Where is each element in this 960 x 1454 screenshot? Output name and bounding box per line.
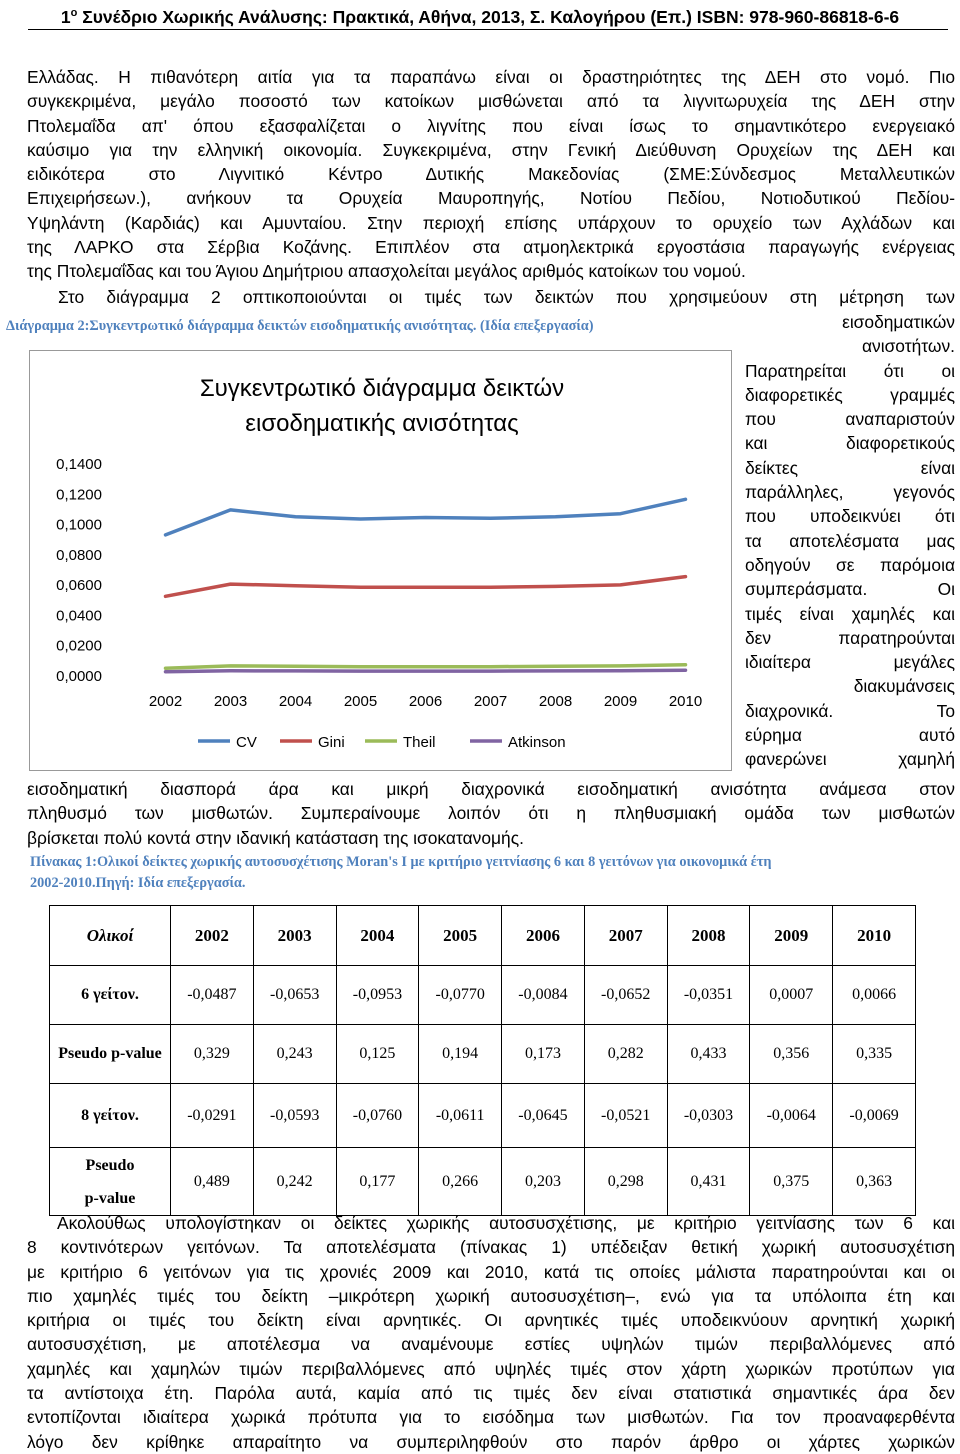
text-line: της Πτολεμαΐδας και του Άγιου Δημήτριου απασχολείται μεγάλος αριθμός κατοίκων του νομού. (27, 261, 746, 282)
year-header: 2002 (171, 906, 254, 966)
y-tick-label: 0,0400 (56, 607, 102, 625)
row-label: 8 γείτον. (50, 1084, 171, 1148)
table-cell: -0,0611 (419, 1084, 502, 1148)
text-line: εντοπίζονται ιδιαίτερα χωρικά πρότυπα για το εισόδημα των μισθωτών. Για τον προαναφερθέντα (27, 1407, 955, 1428)
table-cell: -0,0645 (502, 1084, 585, 1148)
x-tick-label: 2010 (668, 693, 703, 710)
paragraph-3 (27, 1211, 955, 1454)
table-corner-cell (50, 906, 171, 966)
text-line: πιο χαμηλές τιμές του δείκτη –μικρότερη χωρική αυτοσυσχέτιση–, ενώ για τα υπόλοιπα έτη και (27, 1285, 955, 1306)
table-cell: 0,329 (171, 1025, 254, 1084)
corner-label: Ολικοί (86, 925, 134, 945)
table-row (50, 966, 916, 1025)
table-cell: 0,335 (833, 1025, 916, 1084)
x-tick-label: 2005 (343, 693, 378, 710)
text-line: συγκεκριμένα, μεγάλο ποσοστό των κατοίκων μισθώνεται από τα λιγνιτωρυχεία της ΔΕΗ στην (27, 91, 955, 112)
x-tick-label: 2003 (213, 693, 248, 710)
table-row (50, 1025, 916, 1084)
table-cell: 0,243 (253, 1025, 336, 1084)
table-header-row (50, 906, 916, 966)
table-cell: -0,0069 (833, 1084, 916, 1148)
paragraph-2-intro (58, 285, 955, 309)
row-label-line: Pseudo (85, 1156, 135, 1174)
side-text-line: τα αποτελέσματα μας (745, 530, 955, 551)
text-line: λόγο δεν κρίθηκε απαραίτητο να συμπεριληφθούν στο παρόν άρθρο οι χάρτες χωρικών (27, 1431, 955, 1452)
side-text-line: διαχρονικά. Το (745, 700, 955, 721)
table-row (50, 1084, 916, 1148)
table-caption-line-1: Πίνακας 1:Ολικοί δείκτες χωρικής αυτοσυσχέτισης Moran's I με κριτήριο γειτνίασης 6 και 8 γειτόνων για οικονομικά έτη (30, 854, 772, 870)
text-line: βρίσκεται πολύ κοντά στην ιδανική κατάσταση της ισοκατανομής. (27, 827, 524, 848)
side-text-line: Παρατηρείται ότι οι (745, 360, 955, 381)
chart-title: εισοδηματικής ανισότητας (245, 410, 519, 437)
y-tick-label: 0,0600 (56, 577, 102, 595)
text-line: κριτήρια οι τιμές του δείκτη είναι αρνητικές. Οι αρνητικές τιμές υποδεικνύουν αρνητική χωρική (27, 1310, 955, 1331)
text-line: Πτολεμαΐδα απ' όπου εξασφαλίζεται ο λιγνίτης που είναι ίσως το σημαντικότερο ενεργειακό (27, 115, 955, 136)
legend-label: Gini (318, 734, 345, 751)
text-line: με κριτήριο 6 γειτόνων για τις χρονιές 2009 και 2010, κατά τις οποίες μάλιστα παρατηρούνται και οι (27, 1261, 955, 1282)
side-text-line: παράλληλες, γεγονός (745, 482, 955, 503)
year-header: 2007 (584, 906, 667, 966)
table-cell: -0,0487 (171, 966, 254, 1025)
x-tick-label: 2004 (278, 693, 313, 710)
legend-label: CV (236, 734, 257, 751)
year-header: 2005 (419, 906, 502, 966)
table-cell: -0,0953 (336, 966, 419, 1025)
line-chart (30, 351, 731, 770)
text-line: ειδικότερα στο Λιγνιτικό Κέντρο Δυτικής Μακεδονίας (ΣΜΕ:Σύνδεσμος Μεταλλευτικών (27, 164, 955, 185)
side-text (745, 310, 955, 772)
text-line: Επιχειρήσεων.), ανήκουν τα Ορυχεία Μαυροπηγής, Νοτίου Πεδίου, Νοτιοδυτικού Πεδίου- (27, 188, 955, 209)
table-cell: 0,203 (502, 1148, 585, 1216)
table-cell: 0,363 (833, 1148, 916, 1216)
side-text-line: που υποδεικνύει ότι (745, 506, 955, 527)
y-tick-label: 0,0800 (56, 546, 102, 564)
table-cell: -0,0351 (667, 966, 750, 1025)
y-tick-label: 0,1200 (56, 486, 102, 504)
series-line-cv (166, 499, 686, 535)
table-cell: -0,0593 (253, 1084, 336, 1148)
year-header: 2006 (502, 906, 585, 966)
side-text-line: δεν παρατηρούνται (745, 627, 955, 648)
row-label-line: p-value (84, 1189, 136, 1207)
side-text-line: τιμές είναι χαμηλές και (745, 603, 955, 624)
legend-label: Theil (403, 734, 436, 751)
table-cell: 0,282 (584, 1025, 667, 1084)
legend-label: Atkinson (508, 734, 566, 751)
side-text-line: που αναπαριστούν (745, 409, 955, 430)
table-cell: 0,489 (171, 1148, 254, 1216)
side-text-line: φανερώνει χαμηλή (745, 749, 955, 770)
table-cell: 0,177 (336, 1148, 419, 1216)
header-text: Συνέδριο Χωρικής Ανάλυσης: Πρακτικά, Αθήνα, 2013, Σ. Καλογήρου (Επ.) ISBN: 978-960-86818-6-6 (77, 6, 900, 27)
year-header: 2004 (336, 906, 419, 966)
y-tick-label: 0,1400 (56, 456, 102, 473)
table-cell: 0,431 (667, 1148, 750, 1216)
side-text-line: συμπεράσματα. Οι (745, 579, 955, 600)
side-text-line: διαφορετικές γραμμές (745, 384, 955, 405)
text-line: 8 κοντινότερων γειτόνων. Τα αποτελέσματα (πίνακας 1) υπέδειξαν θετική χωρική αυτοσυσχέτιση (27, 1237, 955, 1258)
x-tick-label: 2008 (538, 693, 573, 710)
x-tick-label: 2009 (603, 693, 638, 710)
paragraph-1 (27, 65, 955, 284)
chart-container (29, 350, 732, 771)
year-header: 2009 (750, 906, 833, 966)
table-cell: -0,0064 (750, 1084, 833, 1148)
text-line: χαμηλές και χαμηλών τιμών περιβαλλόμενες από υψηλές τιμές στον χάρτη χωρικών προτύπων για (27, 1358, 955, 1379)
year-header: 2010 (833, 906, 916, 966)
text-line: Υψηλάντη (Καρδιάς) και Αμυνταίου. Στην περιοχή επίσης υπάρχουν το ορυχείο των Αχλάδων και (27, 212, 955, 233)
table-cell: 0,125 (336, 1025, 419, 1084)
table-cell: 0,194 (419, 1025, 502, 1084)
y-tick-label: 0,0200 (56, 637, 102, 655)
table-cell: 0,356 (750, 1025, 833, 1084)
text-line: Ελλάδας. Η πιθανότερη αιτία για τα παραπάνω είναι οι δραστηριότητες της ΔΕΗ στο νομό. Πιο (27, 67, 955, 87)
text-line: αυτοσυσχέτιση, με αποτέλεσμα να αναμένουμε εστίες υψηλών τιμών περιβαλλόμενες από (27, 1334, 955, 1355)
paragraph-2-rest (27, 777, 955, 850)
header-number: 1 (60, 6, 71, 27)
text-line: πληθυσμό των μισθωτών. Συμπεραίνουμε λοιπόν ότι η πληθυσμιακή ομάδα των μισθωτών (27, 803, 955, 824)
text-line: εισοδηματική διασπορά άρα και μικρή διαχρονικά εισοδηματική ανισότητα ανάμεσα στον (27, 779, 955, 799)
paragraph-2-first-line: Στο διάγραμμα 2 οπτικοποιούνται οι τιμές των δεικτών που χρησιμεύουν στη μέτρηση των (58, 287, 955, 307)
text-line: τα αντίστοιχα έτη. Παρόλα αυτά, καμία από τις τιμές δεν είναι στατιστικά σημαντικές άρα δεν (27, 1383, 955, 1404)
side-text-line: διακυμάνσεις (853, 676, 955, 697)
series-line-atkinson (166, 670, 686, 672)
row-label (50, 1148, 171, 1216)
x-tick-label: 2007 (473, 693, 508, 710)
side-text-line: οδηγούν σε παρόμοια (745, 554, 955, 575)
series-line-gini (166, 577, 686, 597)
year-header: 2008 (667, 906, 750, 966)
row-label: 6 γείτον. (50, 966, 171, 1025)
chart-title: Συγκεντρωτικό διάγραμμα δεικτών (199, 375, 565, 402)
table-cell: 0,433 (667, 1025, 750, 1084)
year-header: 2003 (253, 906, 336, 966)
table-cell: -0,0084 (502, 966, 585, 1025)
morans-i-table (49, 905, 916, 1216)
row-label: Pseudo p-value (50, 1025, 171, 1084)
table-cell: -0,0760 (336, 1084, 419, 1148)
side-text-line: ιδιαίτερα μεγάλες (745, 652, 955, 673)
table-cell: -0,0652 (584, 966, 667, 1025)
series-line-theil (166, 665, 686, 669)
table-cell: -0,0770 (419, 966, 502, 1025)
side-text-line: δείκτες είναι (745, 457, 955, 478)
table-cell: -0,0521 (584, 1084, 667, 1148)
side-text-line: εισοδηματικών (842, 312, 955, 332)
header-rule (28, 29, 948, 30)
table-cell: 0,375 (750, 1148, 833, 1216)
side-text-line: ανισοτήτων. (861, 336, 955, 357)
table-cell: 0,0066 (833, 966, 916, 1025)
side-text-line: και διαφορετικούς (745, 433, 955, 454)
side-text-line: εύρημα αυτό (745, 725, 955, 746)
table-caption-line-2: 2002-2010.Πηγή: Ιδία επεξεργασία. (30, 875, 246, 891)
running-header (0, 0, 960, 30)
table-cell: 0,242 (253, 1148, 336, 1216)
header-superscript: ο (70, 7, 78, 19)
y-tick-label: 0,1000 (56, 516, 102, 534)
text-line: της ΛΑΡΚΟ στα Σέρβια Κοζάνης. Επιπλέον στα ατμοηλεκτρικά εργοστάσια παραγωγής ενέργειας (27, 237, 955, 258)
table-cell: 0,173 (502, 1025, 585, 1084)
table-cell: -0,0653 (253, 966, 336, 1025)
text-line: καύσιμο για την ελληνική οικονομία. Συγκεκριμένα, στην Γενική Διεύθυνση Ορυχείων της ΔΕΗ και (27, 139, 955, 160)
x-tick-label: 2002 (148, 693, 183, 710)
text-line: Ακολούθως υπολογίστηκαν οι δείκτες χωρικής αυτοσυσχέτισης, με κριτήριο γειτνίασης των 6 και (57, 1213, 955, 1233)
table-cell: -0,0291 (171, 1084, 254, 1148)
table-cell: -0,0303 (667, 1084, 750, 1148)
y-tick-label: 0,0000 (56, 668, 102, 685)
table-row (50, 1148, 916, 1216)
chart-caption: Διάγραμμα 2:Συγκεντρωτικό διάγραμμα δεικτών εισοδηματικής ανισότητας. (Ιδία επεξεργασία) (6, 318, 594, 334)
table-cell: 0,298 (584, 1148, 667, 1216)
x-tick-label: 2006 (408, 693, 443, 710)
table-cell: 0,266 (419, 1148, 502, 1216)
table-caption (30, 852, 930, 894)
table-cell: 0,0007 (750, 966, 833, 1025)
